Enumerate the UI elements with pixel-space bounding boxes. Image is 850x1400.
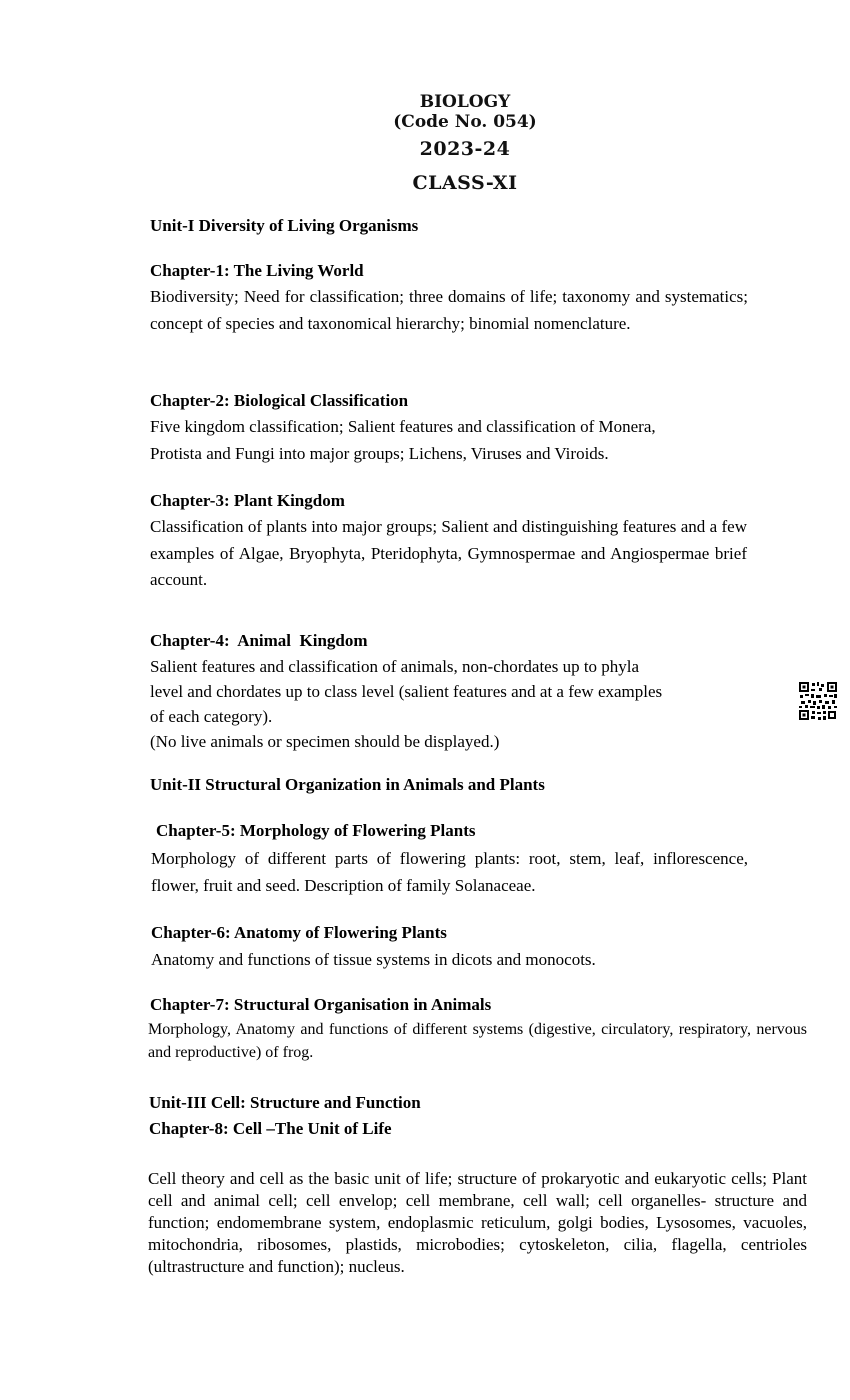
chapter-1-title: Chapter-1: The Living World [150,261,364,280]
chapter-7-body: Morphology, Anatomy and functions of different systems (digestive, circulatory, respiratory, nervous and reproductive) of frog. [148,1021,807,1061]
academic-year: 2023-24 [419,138,511,160]
chapter-2-line: Protista and Fungi into major groups; Lichens, Viruses and Viroids. [150,443,609,463]
unit-3-title: Unit-III Cell: Structure and Function [149,1093,421,1112]
unit-2-title: Unit-II Structural Organization in Animals and Plants [150,775,545,794]
subject-code: (Code No. 054) [393,112,537,132]
chapter-3-title: Chapter-3: Plant Kingdom [150,491,345,510]
chapter-2-line: Five kingdom classification; Salient features and classification of Monera, [150,417,656,436]
chapter-4-title: Chapter-4: Animal Kingdom [150,631,368,650]
chapter-7-title: Chapter-7: Structural Organisation in Animals [150,995,492,1014]
unit-1-title: Unit-I Diversity of Living Organisms [150,216,419,235]
chapter-8-body: Cell theory and cell as the basic unit of life; structure of prokaryotic and eukaryotic cells; Plant cell and animal cell; cell envelop; cell membrane, cell wall; cell organelles- structure and function; endomembrane system, endoplasmic reticulum, golgi bodies, Lysosomes, vacuoles, mitochondria, ribosomes, plastids, microbodies; cytoskeleton, cilia, flagella, centrioles (ultrastructure and function); nucleus. [148,1169,807,1276]
chapter-6-title: Chapter-6: Anatomy of Flowering Plants [151,923,447,942]
chapter-2-body [150,414,790,467]
subject-title: BIOLOGY [419,92,511,112]
chapter-4-line: (No live animals or specimen should be displayed.) [150,732,500,751]
class-title: CLASS-XI [412,172,518,194]
chapter-4-line: of each category). [150,707,273,726]
chapter-4-body [150,654,790,754]
chapter-6-body: Anatomy and functions of tissue systems in dicots and monocots. [151,950,596,969]
chapter-5-body: Morphology of different parts of flowering plants: root, stem, leaf, inflorescence, flower, fruit and seed. Description of family Solanaceae. [151,849,748,895]
chapter-4-line: Salient features and classification of animals, non-chordates up to phyla [150,657,640,676]
chapter-3-body: Classification of plants into major groups; Salient and distinguishing features and a few examples of Algae, Bryophyta, Pteridophyta, Gymnospermae and Angiospermae brief account. [150,517,747,589]
qr-code [798,681,838,721]
chapter-8-title: Chapter-8: Cell –The Unit of Life [149,1119,392,1138]
chapter-4-line: level and chordates up to class level (salient features and at a few examples [150,682,663,701]
chapter-5-title: Chapter-5: Morphology of Flowering Plants [156,821,476,840]
chapter-2-title: Chapter-2: Biological Classification [150,391,409,410]
chapter-1-body: Biodiversity; Need for classification; three domains of life; taxonomy and systematics; concept of species and taxonomical hierarchy; binomial nomenclature. [150,287,748,333]
